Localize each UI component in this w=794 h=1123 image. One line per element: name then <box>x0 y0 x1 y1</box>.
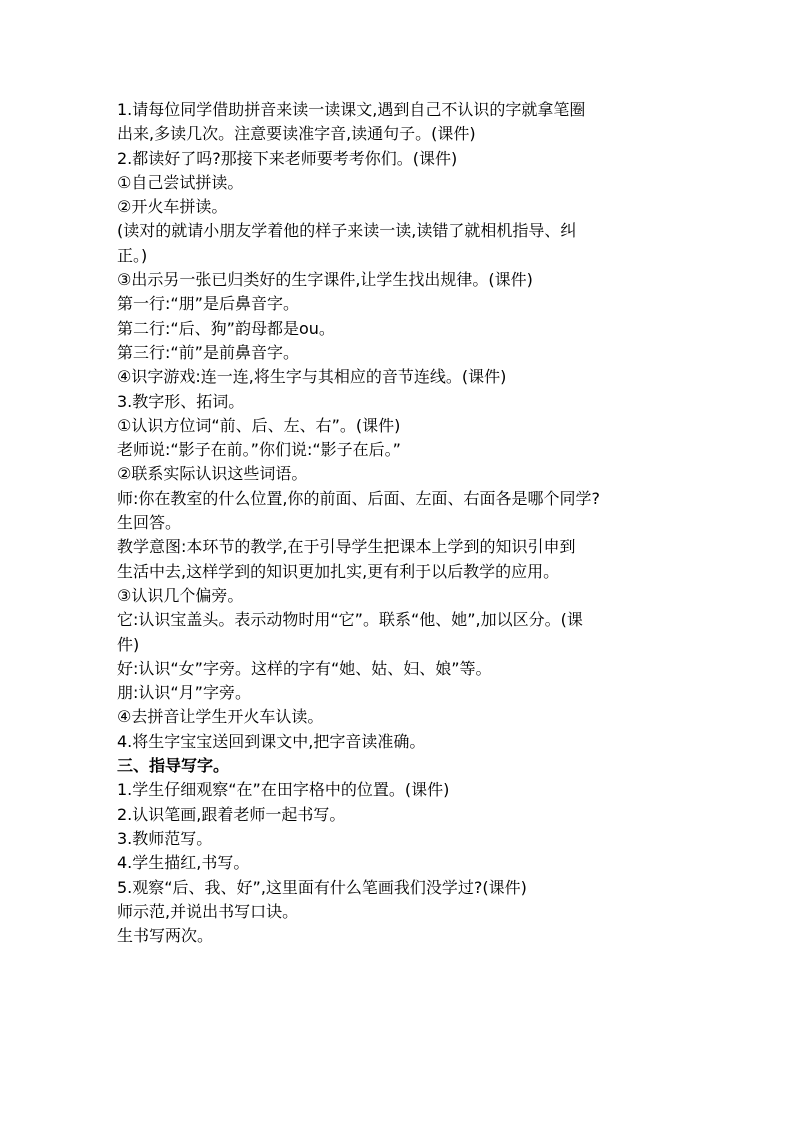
text-line: 1.请每位同学借助拼音来读一读课文,遇到自己不认识的字就拿笔圈 <box>117 100 586 119</box>
text-line: 第一行:“朋”是后鼻音字。 <box>117 294 299 314</box>
text-line: 5.观察“后、我、好”,这里面有什么笔画我们没学过?(课件) <box>117 877 527 897</box>
text-line: ②开火车拼读。 <box>117 197 228 217</box>
text-line: 第三行:“前”是前鼻音字。 <box>117 342 299 362</box>
text-line: ④识字游戏:连一连,将生字与其相应的音节连线。(课件) <box>117 367 507 387</box>
text-line: 4.将生字宝宝送回到课文中,把字音读准确。 <box>117 731 426 751</box>
text-line: 出来,多读几次。注意要读准字音,读通句子。(课件) <box>117 124 476 144</box>
text-line: ①自己尝试拼读。 <box>117 172 244 192</box>
document-page <box>117 98 683 948</box>
text-line: (读对的就请小朋友学着他的样子来读一读,读错了就相机指导、纠 <box>117 221 577 241</box>
text-line: 生书写两次。 <box>117 926 214 946</box>
text-line: 师示范,并说出书写口诀。 <box>117 901 299 921</box>
text-line: ②联系实际认识这些词语。 <box>117 464 308 484</box>
text-line: 生回答。 <box>117 513 182 533</box>
text-line: 2.认识笔画,跟着老师一起书写。 <box>117 804 346 824</box>
text-line: 生活中去,这样学到的知识更加扎实,更有利于以后教学的应用。 <box>117 561 560 581</box>
text-line: ①认识方位词“前、后、左、右”。(课件) <box>117 415 401 435</box>
text-line: 1.学生仔细观察“在”在田字格中的位置。(课件) <box>117 780 450 800</box>
text-line: 好:认识“女”字旁。这样的字有“她、姑、妇、娘”等。 <box>117 658 492 678</box>
text-line: ③认识几个偏旁。 <box>117 585 244 605</box>
text-line: ④去拼音让学生开火车认读。 <box>117 707 324 727</box>
text-line: 老师说:“影子在前。”你们说:“影子在后。” <box>117 440 401 460</box>
text-line: 正。) <box>117 245 148 265</box>
text-line: 教学意图:本环节的教学,在于引导学生把课本上学到的知识引申到 <box>117 537 576 557</box>
text-line: 朋:认识“月”字旁。 <box>117 683 251 703</box>
text-line: 2.都读好了吗?那接下来老师要考考你们。(课件) <box>117 148 458 168</box>
text-line: 师:你在教室的什么位置,你的前面、后面、左面、右面各是哪个同学? <box>117 488 600 508</box>
text-line: ③出示另一张已归类好的生字课件,让学生找出规律。(课件) <box>117 270 533 290</box>
text-line: 4.学生描红,书写。 <box>117 853 250 873</box>
text-line: 3.教字形、拓词。 <box>117 391 245 411</box>
section-heading: 三、指导写字。 <box>117 756 230 776</box>
text-line: 件) <box>117 634 140 654</box>
text-line: 它:认识宝盖头。表示动物时用“它”。联系“他、她”,加以区分。(课 <box>117 610 583 630</box>
text-line: 3.教师范写。 <box>117 828 213 848</box>
text-line: 第二行:“后、狗”韵母都是ou。 <box>117 318 335 338</box>
